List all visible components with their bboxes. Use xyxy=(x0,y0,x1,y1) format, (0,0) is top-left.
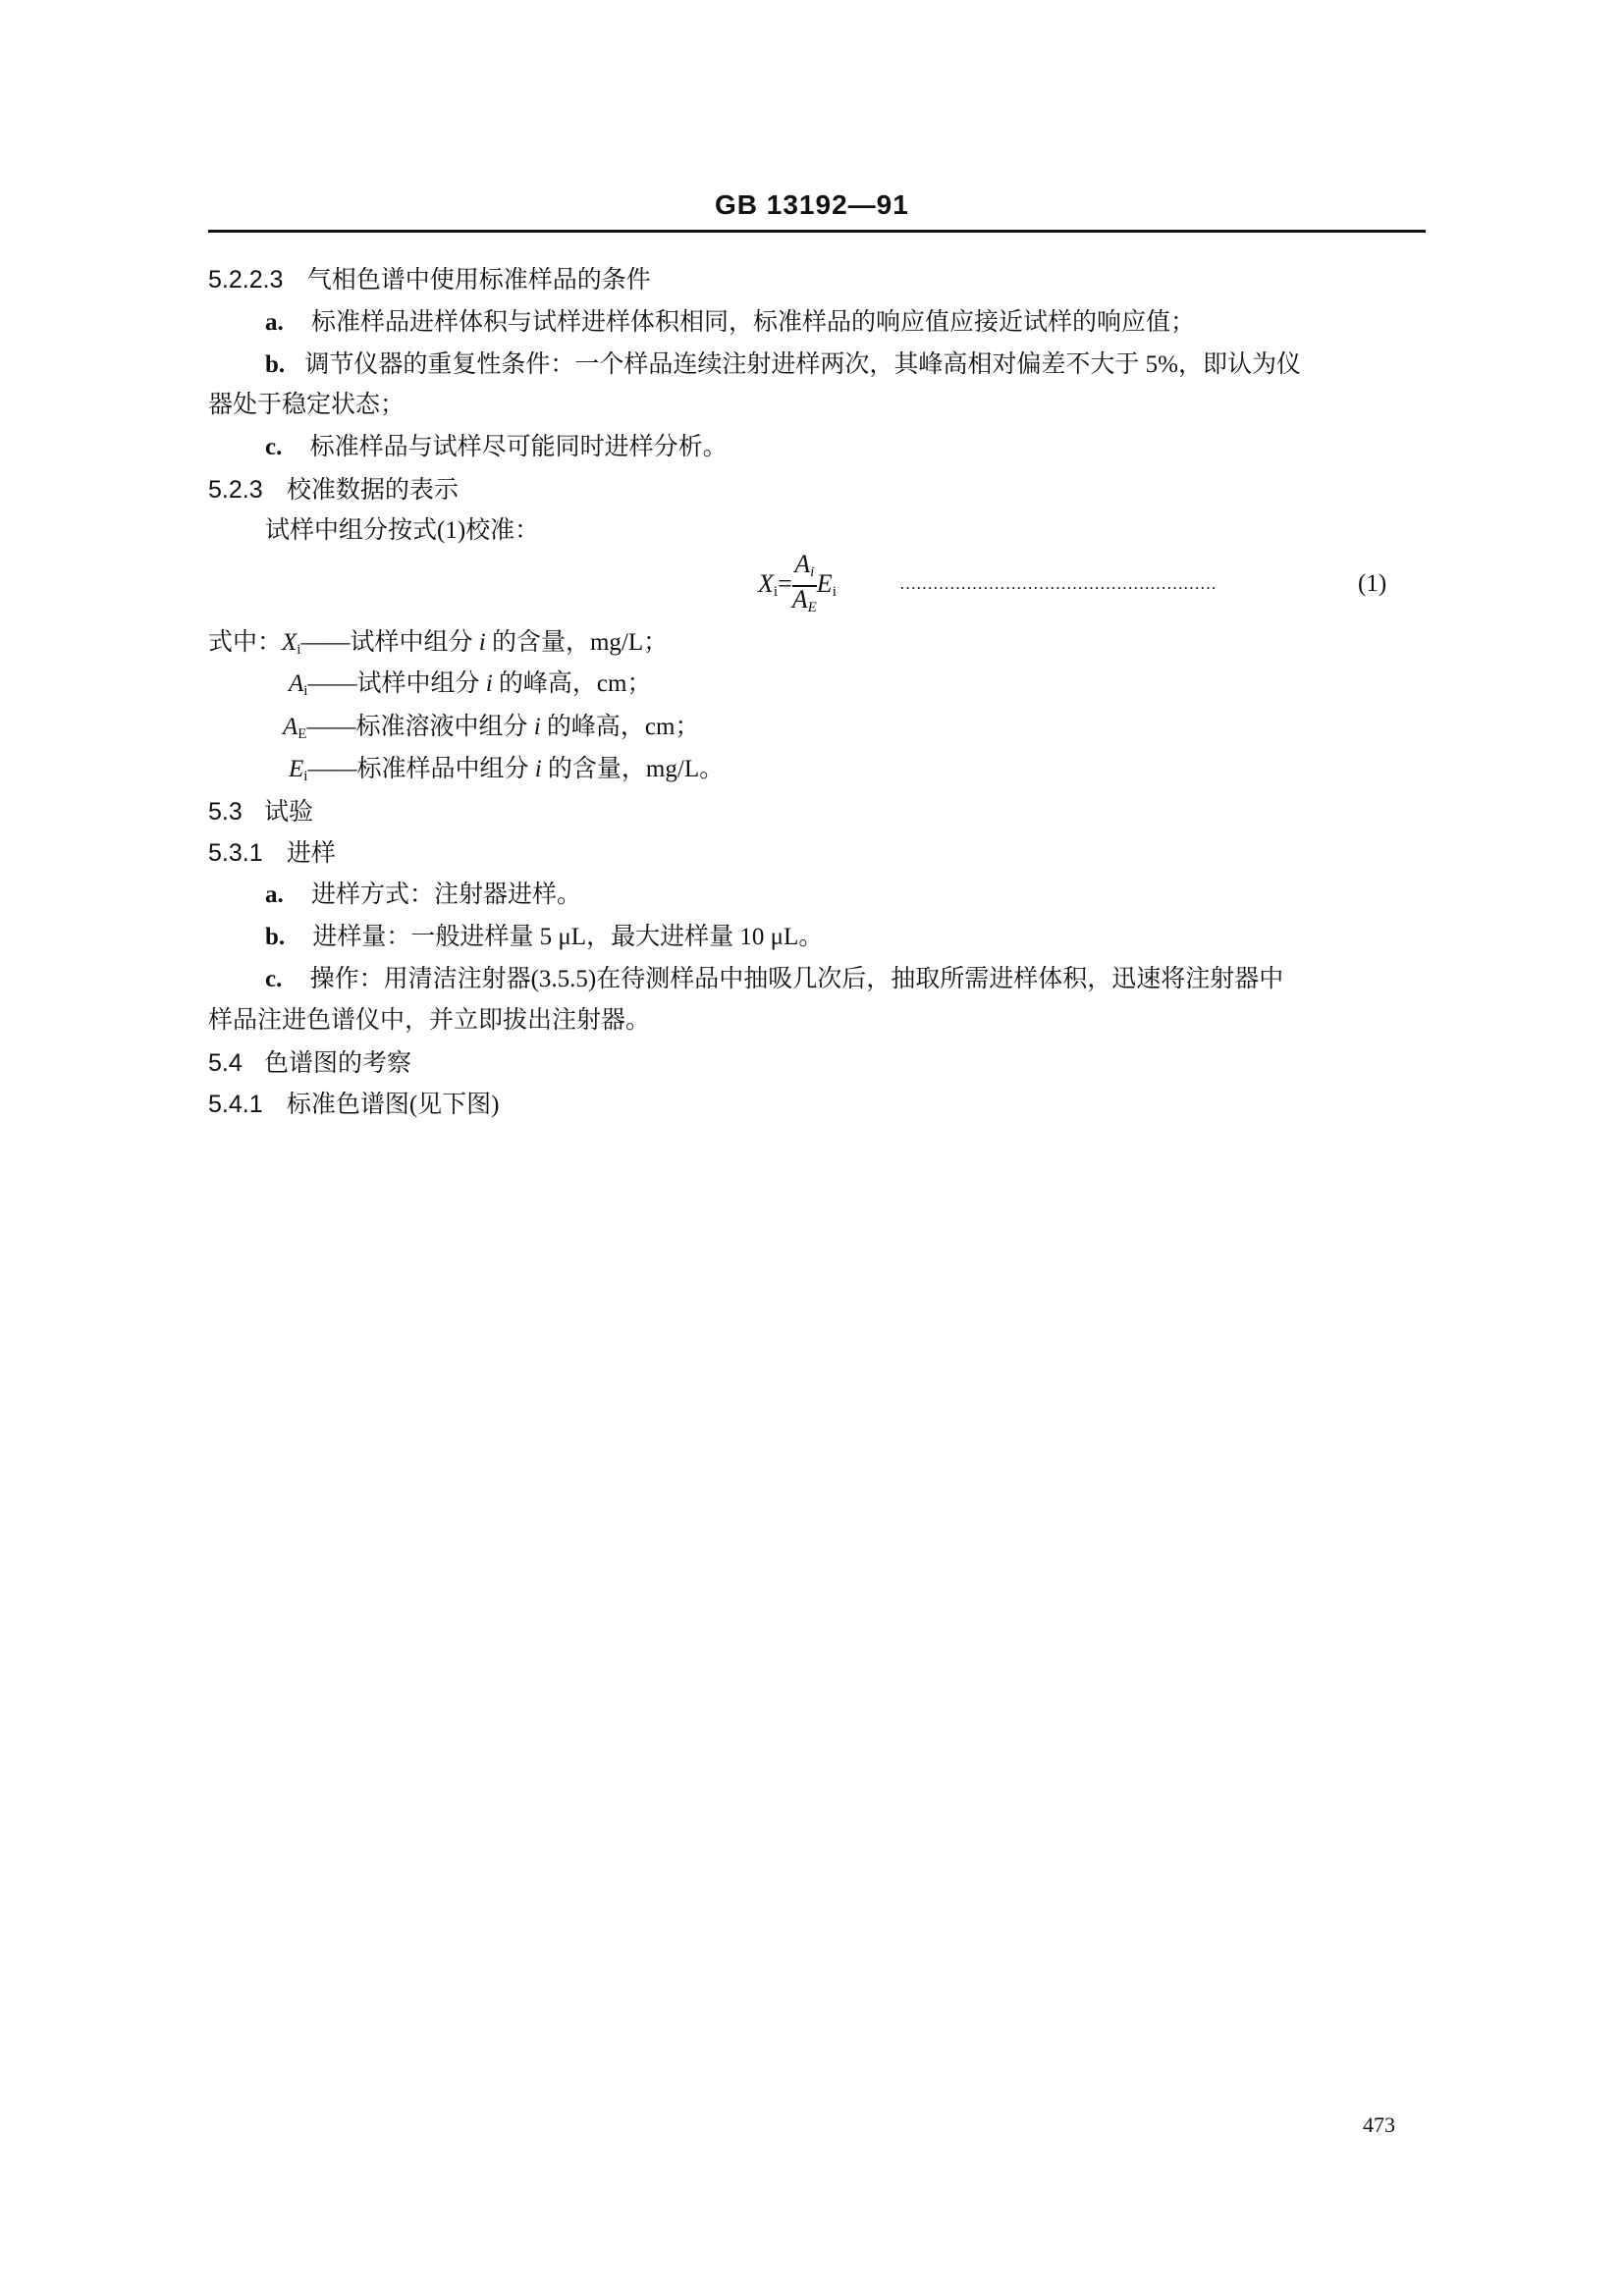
definition-row: $A_E——$标准溶液中组分 i 的峰高，cm； xyxy=(283,714,700,742)
section-number: 5.4.1 xyxy=(208,1091,263,1118)
formula-leader-dots: ………………………………………………… xyxy=(899,574,1217,593)
section-5-3-1-heading xyxy=(208,838,336,869)
item-label: c. xyxy=(265,434,283,460)
page-number: 473 xyxy=(1363,2112,1395,2137)
item-text: 标准样品与试样尽可能同时进样分析。 xyxy=(309,434,728,460)
definition-row: $E_i——$标准样品中组分 i 的含量，mg/L。 xyxy=(289,756,725,784)
section-5-3-heading xyxy=(208,797,313,828)
section-number: 5.2.3 xyxy=(208,476,263,504)
item-text: 调节仪器的重复性条件：一个样品连续注射进样两次，其峰高相对偏差不大于 5%，即认为仪 xyxy=(304,351,1301,378)
section-title: 气相色谱中使用标准样品的条件 xyxy=(306,267,651,294)
item-text: 进样方式：注射器进样。 xyxy=(311,881,582,908)
item-a xyxy=(265,881,581,910)
section-number: 5.4 xyxy=(208,1049,243,1077)
item-label: a. xyxy=(265,309,284,336)
item-label: b. xyxy=(265,351,286,378)
section-title: 进样 xyxy=(286,840,336,867)
item-label: b. xyxy=(265,924,286,950)
item-a xyxy=(265,308,1195,338)
formula: $X_i=$ $\frac{A_i}{A_E}$ $E_i$ xyxy=(758,552,837,620)
section-5-2-3-heading xyxy=(208,475,459,506)
section-title: 试验 xyxy=(264,799,314,826)
item-label: a. xyxy=(265,881,284,908)
section-number: 5.3 xyxy=(208,798,243,826)
item-c xyxy=(265,433,728,462)
section-number: 5.2.2.3 xyxy=(208,266,284,294)
formula-number: (1) xyxy=(1358,570,1387,597)
definition-row: $A_i——$试样中组分 i 的峰高，cm； xyxy=(289,670,652,699)
item-text: 进样量：一般进样量 5 μL，最大进样量 10 μL。 xyxy=(312,924,824,950)
section-title: 标准色谱图(见下图) xyxy=(286,1092,500,1118)
item-text: 标准样品进样体积与试样进样体积相同，标准样品的响应值应接近试样的响应值； xyxy=(311,309,1196,336)
section-title: 校准数据的表示 xyxy=(286,477,459,504)
page-header: GB 13192—91 xyxy=(715,189,909,220)
item-b xyxy=(265,350,1301,380)
header-rule xyxy=(208,230,1426,233)
item-c-continued: 样品注进色谱仪中，并立即拔出注射器。 xyxy=(208,1007,651,1034)
item-b xyxy=(265,923,823,952)
item-c xyxy=(265,965,1283,994)
section-title: 色谱图的考察 xyxy=(264,1050,412,1077)
section-5-4-heading xyxy=(208,1048,411,1079)
item-text: 操作：用清洁注射器(3.5.5)在待测样品中抽吸几次后，抽取所需进样体积，迅速将注射器中 xyxy=(309,966,1284,992)
fraction: $\frac{A_i}{A_E}$ xyxy=(791,550,817,615)
section-5-2-2-3-heading xyxy=(208,265,651,295)
definition-row: 式中：$X_i——$试样中组分 i 的含量，mg/L； xyxy=(208,629,669,658)
section-number: 5.3.1 xyxy=(208,839,263,867)
where-label: 式中： xyxy=(208,629,283,656)
item-b-continued: 器处于稳定状态； xyxy=(208,392,406,418)
formula-intro: 试样中组分按式(1)校准： xyxy=(265,517,540,544)
item-label: c. xyxy=(265,966,283,992)
section-5-4-1-heading xyxy=(208,1090,500,1120)
